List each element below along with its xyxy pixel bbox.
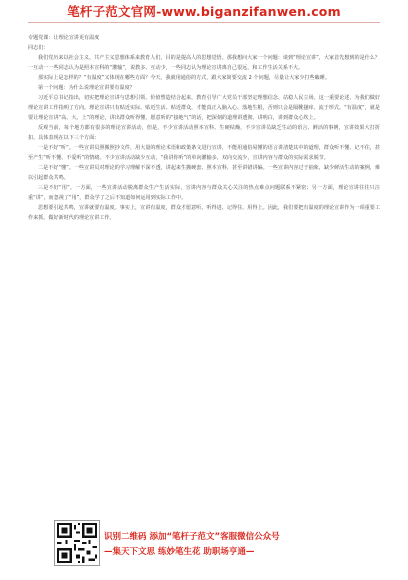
- article-paragraph: 我们党历来以社会主义、共产主义思想体系来教育人们，目的是提高人的思想觉悟。那我想问大家一个问题：谈到“理论宣讲”，大家首先想到的是什么？一互动一一些同志认为是照本宣科的“灌输”，说教多、互动少，一些同志认为理论宣讲离自己很远，和工作生活关系不大。: [28, 55, 380, 71]
- article-body: [28, 33, 380, 223]
- qr-code-icon[interactable]: [54, 520, 100, 566]
- article-paragraph: 反观当前，每个地方都有很多的理论宣讲活动，但是，不少宣讲活动照本宣科、生硬枯燥，不少宣讲员缺乏生动的语言、鲜活的事例，宣讲效果大打折扣。具体表现在以下三个方面：: [28, 125, 380, 141]
- article-paragraph: 第一个问题：为什么说理论宣讲要有温度？: [38, 85, 135, 91]
- article-paragraph: 思想要引起共鸣，宣讲就要有温度。事实上，宣讲有温度，群众才愿意听、听得进、记得住、用得上。因此，我们要把有温度的理论宣讲作为一项重要工作来抓，做好新时代的理论宣讲工作。: [28, 205, 380, 221]
- article-paragraph: 一是不好“听”。一些宣讲员照搬照抄文件，用大量的理论术语和政策条文进行宣讲，不能用通俗易懂的语言讲清楚其中的道理，群众听不懂、记不住，甚至产生“听不懂、不爱听”的情绪。不少宣讲活动缺少互动，“我讲你听”的单向灌输多，双向交流少，宣讲内容与群众的实际需求脱节。: [28, 145, 380, 161]
- article-paragraph: 那实际上是怎样的？“有温度”又体现在哪些方面？今天，我就用通俗的方式，跟大家简要交流 2 个问题，尽量让大家少打些瞌睡。: [38, 75, 330, 81]
- article-paragraph: 习近平总书记指出，切实把理论宣讲与思想引领、价值塑造结合起来，教育引导广大党员干部坚定理想信念、站稳人民立场。这一重要论述，为我们做好理论宣讲工作指明了方向。理论宣讲只有贴近实际、贴近生活、贴近群众，才能真正入脑入心、落地生根，否则只会是隔靴搔痒、流于形式。“有温度”，就是要让理论宣讲“高、大、上”的理论，讲出群众听得懂、愿意听的“接地气”的话，把深刻的道理讲透彻、讲明白，讲到群众心坎上。: [28, 95, 380, 121]
- header-divider: [28, 22, 380, 23]
- footer-cta: 识别二维码 添加“笔杆子范文”客服微信公众号: [104, 532, 280, 542]
- article-paragraph: 三是不好“用”。一方面，一些宣讲活动脱离群众生产生活实际，宣讲内容与群众关心关注的热点难点问题联系不紧密；另一方面，理论宣讲往往只注重“讲”，而忽视了“用”，群众学了之后不知道如何运用到实际工作中。: [28, 185, 380, 201]
- article-salutation: 同志们：: [28, 45, 49, 51]
- footer-slogan: —集天下文思 练妙笔生花 助职场亨通—: [104, 547, 255, 557]
- article-topic: 专题党课：让理论宣讲更有温度: [28, 35, 100, 41]
- qr-code-graphic: [55, 521, 99, 565]
- site-banner[interactable]: 笔杆子范文官网-www.biganzifanwen.com: [67, 4, 341, 19]
- article-paragraph: 二是不好“懂”。一些宣讲员对理论的学习理解不深不透，讲起来生搬硬套、照本宣科，甚至讲错讲偏。一些宣讲内容过于抽象，缺少鲜活生动的案例，难以引起群众共鸣。: [28, 165, 380, 181]
